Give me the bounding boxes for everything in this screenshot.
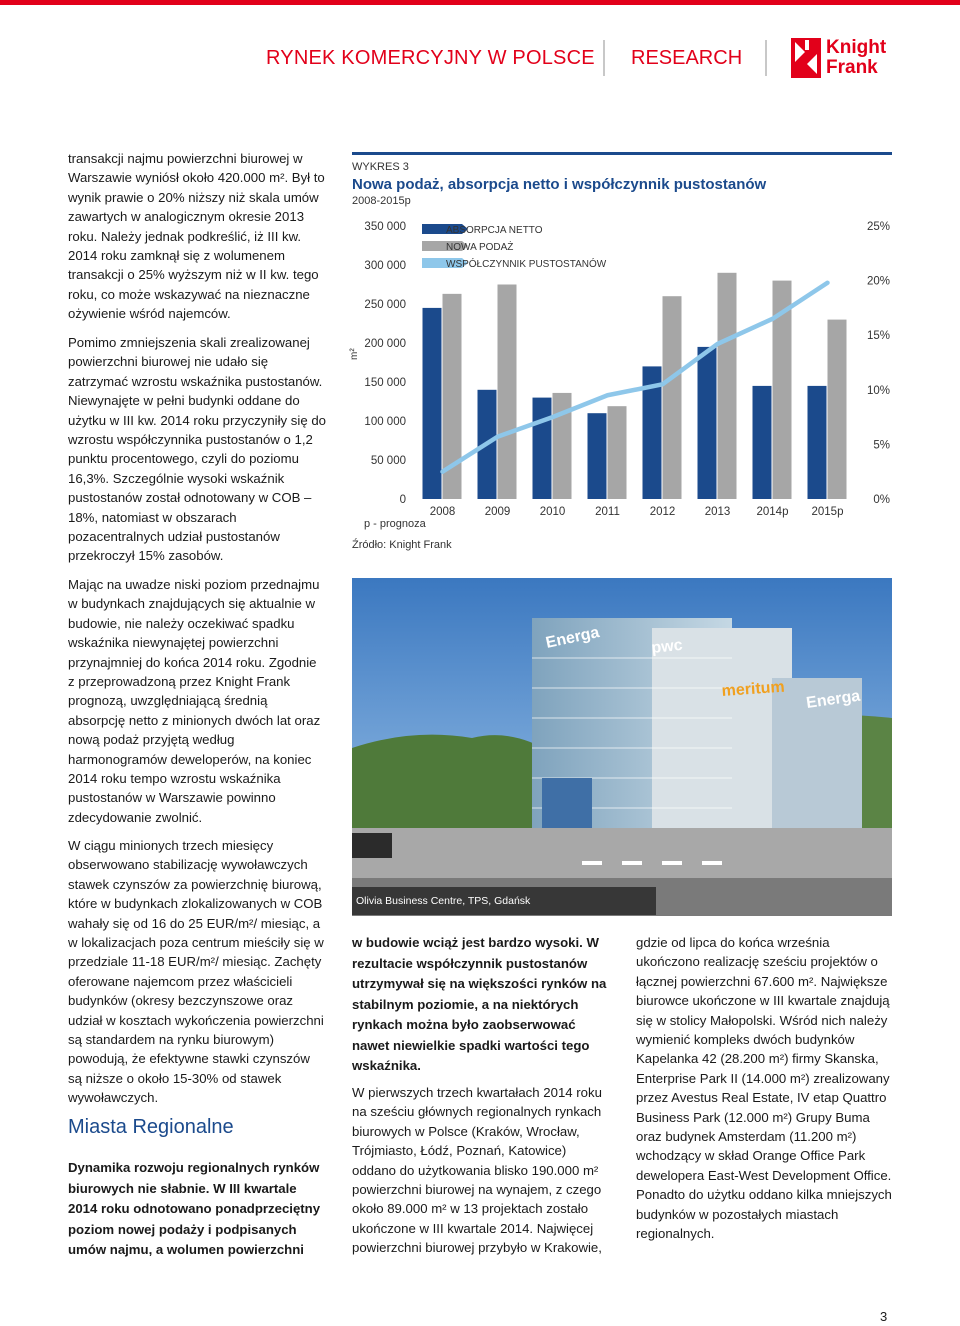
left-column bbox=[68, 149, 326, 324]
lead-paragraph-continued: w budowie wciąż jest bardzo wysoki. W rezultacie współczynnik pustostanów utrzymywał się na większości rynków na stabilnym poziomie, a na niektórych rynkach można było zaobserwować nawet niewielkie spadki wartości tego wskaźnika. bbox=[352, 935, 607, 1073]
research-label: RESEARCH bbox=[631, 47, 743, 69]
middle-column bbox=[352, 933, 610, 1077]
building-sign: meritum bbox=[721, 678, 786, 700]
chart-subtitle: 2008-2015p bbox=[352, 195, 411, 207]
chart-tag: WYKRES 3 bbox=[352, 161, 409, 173]
bar bbox=[698, 347, 717, 499]
left-column bbox=[68, 836, 326, 1108]
bar bbox=[423, 308, 442, 499]
y-tick-label: 150 000 bbox=[364, 377, 406, 389]
y2-tick-label: 20% bbox=[866, 275, 890, 288]
paragraph: Mając na uwadze niski poziom przednajmu w budynkach znajdujących się aktualnie w budowie, nie należy oczekiwać spadku wskaźnika niewynajętej powierzchni przynajmniej do końca 2014 roku. Zgodnie z przeprowadzoną przez Knight Frank prognozą, uwzględniającą średnią absorpcję netto z minionych dwóch lat oraz nową podaż przyjętą według harmonogramów deweloperów, na koniec 2014 roku tempo wzrostu wskaźnika pustostanów w Warszawie powinno zdecydowanie zwolnić. bbox=[68, 577, 321, 825]
chart-source: Źródło: Knight Frank bbox=[352, 539, 452, 551]
y2-tick-label: 25% bbox=[866, 221, 890, 233]
x-tick-label: 2013 bbox=[704, 506, 731, 518]
photo-illustration bbox=[352, 578, 892, 916]
bar bbox=[828, 320, 847, 499]
x-tick-label: 2008 bbox=[429, 506, 456, 518]
building-sign: pwc bbox=[650, 636, 684, 657]
left-column bbox=[68, 575, 326, 827]
building-photo bbox=[352, 578, 892, 916]
left-column bbox=[68, 333, 326, 566]
bar bbox=[608, 406, 627, 499]
paragraph: W pierwszych trzech kwartałach 2014 roku na sześciu głównych regionalnych rynkach biurowych w Polsce (Kraków, Wrocław, Trójmiasto, Łódź, Poznań, Katowice) oddano do użytkowania blisko 190.000 m² powierzchni biurowej na wynajem, z czego około 89.000 m² w 13 projektach zostało ukończone w III kwartale 2014. Najwięcej powierzchni biurowej przybyło w Krakowie, bbox=[352, 1085, 602, 1256]
header-divider bbox=[765, 40, 767, 76]
bar bbox=[718, 273, 737, 499]
y2-tick-label: 15% bbox=[866, 330, 890, 343]
x-tick-label: 2015p bbox=[811, 506, 844, 518]
bar bbox=[753, 386, 772, 499]
chart-title: Nowa podaż, absorpcja netto i współczynnik pustostanów bbox=[352, 176, 767, 193]
photo-caption: Olivia Business Centre, TPS, Gdańsk bbox=[352, 887, 656, 915]
y-tick-label: 300 000 bbox=[364, 260, 406, 272]
legend-label: ABSORPCJA NETTO bbox=[446, 225, 543, 236]
paragraph: W ciągu minionych trzech miesięcy obserwowano stabilizację wywoławczych stawek czynszów za powierzchnię biurową, które w budynkach zlokalizowanych w COB wahały się od 16 do 25 EUR/m²/ miesiąc, a w lokalizacjach poza centrum mieściły się w przedziale 11-18 EUR/m²/ miesiąc. Zachęty oferowane najemcom przez właścicieli budynków (okresy bezczynszowe oraz udział w kosztach wykończenia powierzchni są standardem na rynku biurowym) powodują, że efektywne stawki czynszów są niższe o około 15-30% od stawek wywoławczych. bbox=[68, 838, 324, 1106]
header-divider bbox=[603, 40, 605, 76]
building-sign: Energa bbox=[805, 687, 862, 712]
y-tick-label: 50 000 bbox=[370, 455, 406, 467]
bar bbox=[808, 386, 827, 499]
bar bbox=[533, 398, 552, 499]
middle-column bbox=[352, 1083, 610, 1258]
paragraph: Pomimo zmniejszenia skali zrealizowanej powierzchni biurowej nie udało się zatrzymać wzrostu wskaźnika pustostanów. Niewynajęte w pełni budynki oddane do użytku w III kw. 2014 roku przyczyniły się do wzrostu współczynnika pustostanów o 1,2 punktu procentowego, czyli do poziomu 16,3%. Szczególnie wysoki wskaźnik pustostanów został odnotowany w COB – 18%, natomiast w obszarach pozacentralnych udział pustostanów przekroczył 15% zasobów. bbox=[68, 335, 326, 564]
y-tick-label: 100 000 bbox=[364, 416, 406, 428]
logo-wordmark: Knight Frank bbox=[826, 37, 887, 78]
y-tick-label: 350 000 bbox=[364, 221, 406, 233]
paragraph: transakcji najmu powierzchni biurowej w Warszawie wyniósł około 420.000 m². Był to wynik prawie o 20% niższy niż skala umów zawartych w analogicznym okresie 2013 roku. Należy jednak podkreślić, iż III kw. 2014 roku zamknął się z wolumenem transakcji o 25% wyższym niż w II kw. tego roku, co może wskazywać na nieznaczne ożywienie wśród najemców. bbox=[68, 151, 325, 322]
page-number: 3 bbox=[880, 1309, 888, 1324]
y-axis-label: m² bbox=[349, 348, 360, 360]
section-title: RYNEK KOMERCYJNY W POLSCE bbox=[266, 47, 595, 69]
legend-label: NOWA PODAŻ bbox=[446, 242, 514, 253]
bar bbox=[588, 413, 607, 499]
x-tick-label: 2010 bbox=[539, 506, 566, 518]
combo-chart bbox=[340, 212, 900, 557]
section-heading: Miasta Regionalne bbox=[68, 1116, 234, 1138]
chart-top-rule bbox=[352, 152, 892, 155]
paragraph: gdzie od lipca do końca września ukończono realizację sześciu projektów o łącznej powierzchni 67.600 m². Największe biurowce ukończone w III kwartale znajdują się w stolicy Małopolski. Wśród nich należy wymienić kompleks dwóch budynków Kapelanka 42 (28.200 m²) firmy Skanska, Enterprise Park II (14.000 m²) zrealizowany przez Avestus Real Estate, IV etap Quattro Business Park (12.000 m²) Grupy Buma oraz budynek Amsterdam (11.200 m²) wchodzący w skład Orange Office Park dewelopera East-West Development Office. Ponadto do użytku oddano kilka mniejszych budynków w pozostałych miastach regionalnych. bbox=[636, 935, 892, 1242]
bar bbox=[663, 296, 682, 499]
y2-tick-label: 5% bbox=[873, 439, 890, 452]
x-tick-label: 2011 bbox=[595, 506, 620, 518]
y-tick-label: 250 000 bbox=[364, 299, 406, 311]
x-tick-label: 2009 bbox=[484, 506, 511, 518]
top-accent-bar bbox=[0, 0, 960, 5]
building-sign: Energa bbox=[544, 624, 601, 652]
lead-paragraph: Dynamika rozwoju regionalnych rynków biurowych nie słabnie. W III kwartale 2014 roku odnotowano ponadprzeciętny poziom nowej podaży i podpisanych umów najmu, a wolumen powierzchni bbox=[68, 1160, 321, 1257]
y-tick-label: 200 000 bbox=[364, 338, 406, 350]
x-tick-label: 2012 bbox=[649, 506, 676, 518]
y-tick-label: 0 bbox=[399, 494, 406, 506]
legend-label: WSPÓŁCZYNNIK PUSTOSTANÓW bbox=[446, 259, 607, 270]
forecast-note: p - prognoza bbox=[364, 518, 426, 530]
right-column bbox=[636, 933, 894, 1244]
bar bbox=[498, 285, 517, 500]
left-column bbox=[68, 1158, 326, 1261]
left-column bbox=[68, 1118, 326, 1137]
y2-tick-label: 10% bbox=[866, 384, 890, 397]
y2-tick-label: 0% bbox=[873, 494, 890, 506]
x-tick-label: 2014p bbox=[756, 506, 789, 518]
